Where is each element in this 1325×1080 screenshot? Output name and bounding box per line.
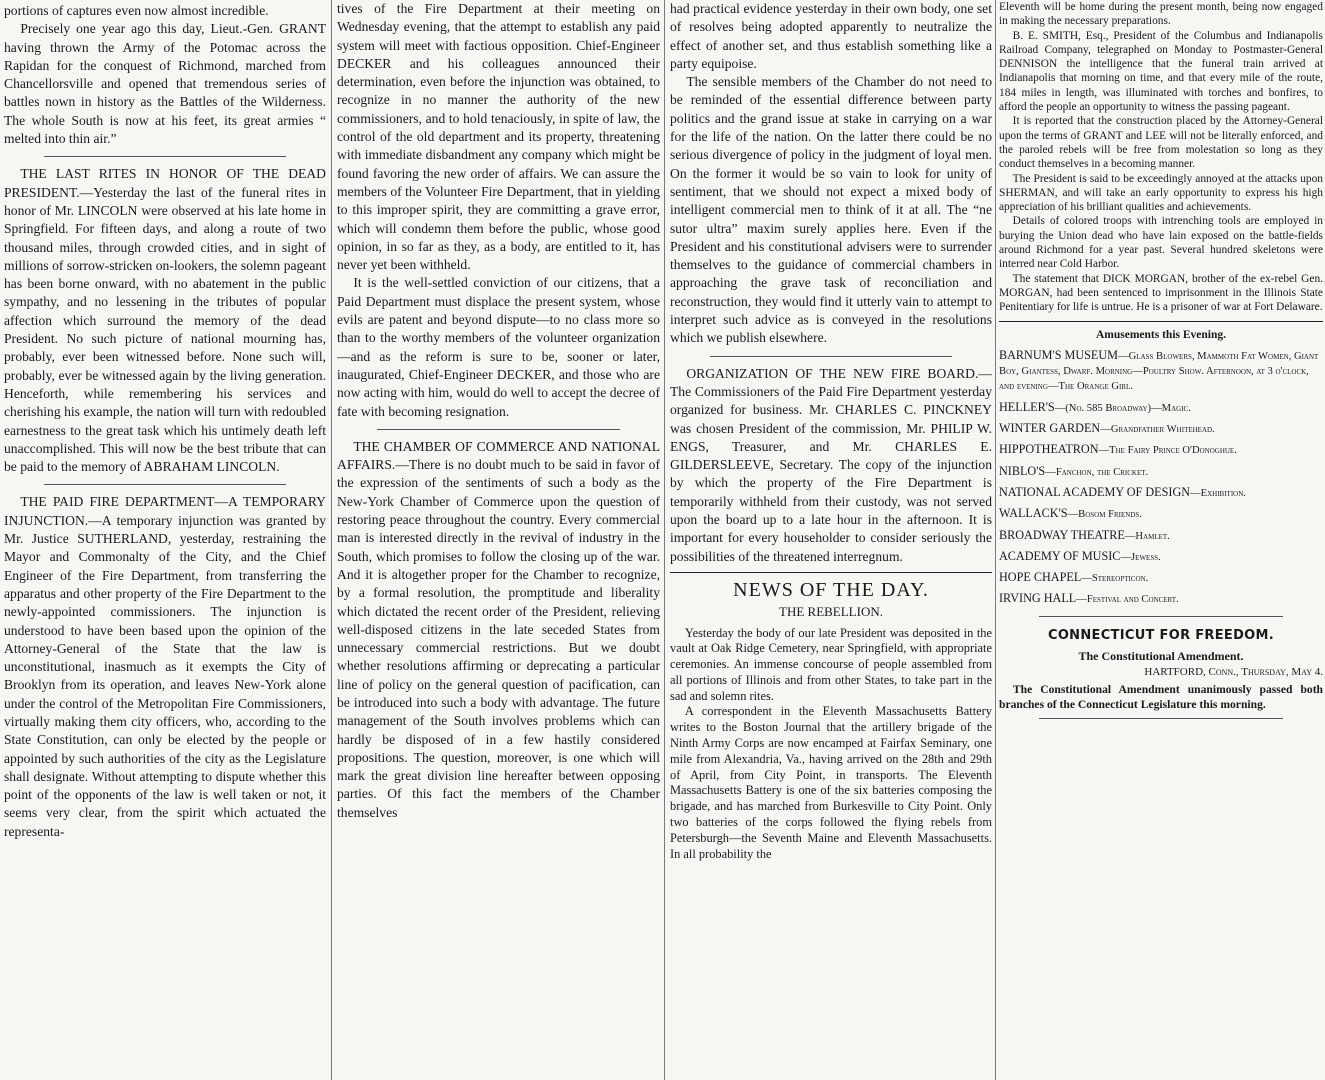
venue-name: ACADEMY OF MUSIC bbox=[999, 548, 1121, 563]
section-subtitle: THE REBELLION. bbox=[779, 604, 883, 620]
venue-name: WALLACK'S bbox=[999, 506, 1068, 521]
amusements-heading: Amusements this Evening. bbox=[1095, 328, 1227, 341]
article-heading: ORGANIZATION OF THE NEW FIRE BOARD. bbox=[686, 365, 979, 381]
venue-name: HELLER'S bbox=[999, 399, 1055, 414]
amusement-listing bbox=[999, 442, 1323, 458]
venue-program: —Grandfather Whitehead. bbox=[1100, 424, 1215, 436]
amusement-listing bbox=[999, 506, 1323, 522]
dispatch-subhead: The Constitutional Amendment. bbox=[1078, 648, 1244, 663]
paragraph: Precisely one year ago this day, Lieut.-Gen. GRANT having thrown the Army of the Potomac across the Rapidan for the conquest of Richmond, marched from Chancellorsville and opened that tremendous series of battles nown in history as the Battles of the Wilderness. The whole South is now at his feet, its great armies “ melted into thin air.” bbox=[4, 21, 326, 147]
amusement-listing bbox=[999, 464, 1323, 480]
paragraph: The President is said to be exceedingly annoyed at the attacks upon SHERMAN, and will take an early opportunity to express his high appreciation of his brilliant qualities and achievements. bbox=[999, 172, 1323, 214]
amusement-listing bbox=[999, 400, 1323, 416]
venue-name: HOPE CHAPEL bbox=[999, 570, 1082, 585]
article-body: —The Commissioners of the Paid Fire Department yesterday organized for business. Mr. CHARLES C. PINCKNEY was chosen President of the commission, Mr. PHILIP W. ENGS, Treasurer, and Mr. CHARLES E. GILDERSLEEVE, Secretary. The copy of the injunction by which the property of the Fire Department is temporarily withheld from their custody, was not served upon the board up to a late hour in the afternoon. It is important for every householder to consider seriously the possibilities of the threatened interregnum. bbox=[670, 365, 992, 564]
column-3 bbox=[670, 0, 992, 1080]
column-rule bbox=[664, 0, 665, 1080]
divider bbox=[44, 156, 286, 157]
venue-program: —Stereopticon. bbox=[1081, 573, 1149, 585]
venue-program: —Exhibition. bbox=[1190, 487, 1246, 499]
column-rule bbox=[995, 0, 996, 1080]
amusement-listing bbox=[999, 570, 1323, 586]
paragraph: portions of captures even now almost incredible. bbox=[4, 3, 269, 18]
amusement-listing bbox=[999, 421, 1323, 437]
venue-name: IRVING HALL bbox=[999, 591, 1077, 606]
dispatch-headline: CONNECTICUT FOR FREEDOM. bbox=[1047, 627, 1274, 643]
divider bbox=[1039, 718, 1283, 719]
article-chamber-of-commerce bbox=[337, 438, 660, 822]
paragraph: Yesterday the body of our late President was deposited in the vault at Oak Ridge Cemetery, near Springfield, with appropriate ceremonies. An immense concourse of people assembled from all portions of Illinois and from other States, to take part in the sad and solemn rites. bbox=[670, 625, 992, 703]
dispatch-body: The Constitutional Amendment unanimously passed both branches of the Connecticut Legislature this morning. bbox=[999, 682, 1323, 711]
divider bbox=[999, 321, 1323, 322]
venue-program: —Glass Blowers, Mammoth Fat Women, Giant Boy, Giantess, Dwarf. Morning—Poultry Show. Afternoon, at 3 o'clock, and evening—The Orange Girl. bbox=[999, 350, 1319, 393]
venue-program: —Bosom Friends. bbox=[1067, 509, 1142, 521]
divider bbox=[670, 572, 992, 573]
column-1 bbox=[4, 0, 326, 1080]
venue-program: —The Fairy Prince O'Donoghue. bbox=[1098, 445, 1237, 457]
divider bbox=[377, 429, 620, 430]
article-last-rites bbox=[4, 165, 326, 476]
venue-name: WINTER GARDEN bbox=[999, 421, 1101, 436]
venue-name: BROADWAY THEATRE bbox=[999, 527, 1125, 542]
paragraph: had practical evidence yesterday in their own body, one set of resolves being adopted apparently to neutralize the effect of another set, and thus establish something like a party equipoise. bbox=[670, 1, 992, 71]
article-heading: THE LAST RITES IN HONOR OF THE DEAD PRESIDENT. bbox=[4, 166, 326, 200]
paragraph: A correspondent in the Eleventh Massachusetts Battery writes to the Boston Journal that the artillery brigade of the Ninth Army Corps are now encamped at Fairfax Seminary, one mile from Alexandria, Va., having arrived on the 28th and 29th of April, from City Point, in transports. The Eleventh Massachusetts Battery is one of the six batteries composing the brigade, and has marched from Burkesville to City Point. Only two batteries of the corps followed the flying rebels from Petersburgh—the Seventh Maine and Eleventh Massachusetts. In all probability the bbox=[670, 704, 992, 861]
amusement-listing bbox=[999, 485, 1323, 501]
venue-name: NIBLO'S bbox=[999, 463, 1046, 478]
divider bbox=[1039, 616, 1283, 617]
article-heading: THE PAID FIRE DEPARTMENT—A TEMPORARY INJUNCTION. bbox=[4, 494, 326, 528]
paragraph: It is the well-settled conviction of our citizens, that a Paid Department must displace the present system, whose evils are patent and beyond dispute—to no class more so than to the worthy members of the volunteer organization—and as the reform is sure to be, sooner or later, inaugurated, Chief-Engineer DECKER, and those who are now acting with him, would do well to accept the decree of fate with becoming resignation. bbox=[337, 275, 660, 419]
paragraph: The sensible members of the Chamber do not need to be reminded of the essential difference between party politics and the grand issue at stake in carrying on a war for the life of the nation. On the latter there could be no serious divergence of policy in the judgment of loyal men. On the former it would be so vain to look for unity of sentiment, that we should not expect a mixed body of intelligent commercial men to think of it at all. The “ne sutor ultra” maxim surely applies here. Even if the President and his constitutional advisers were to surrender themselves to the guidance of commercial chambers in approaching the grave task of reconciliation and reconstruction, they would find it utterly vain to attempt to interpret such advice as is conveyed in the resolutions which we publish elsewhere. bbox=[670, 74, 992, 346]
divider bbox=[44, 484, 286, 485]
article-heading: THE CHAMBER OF COMMERCE AND NATIONAL AFFAIRS. bbox=[337, 438, 660, 473]
venue-name: NATIONAL ACADEMY OF DESIGN bbox=[999, 484, 1191, 499]
venue-program: —(No. 585 Broadway)—Magic. bbox=[1054, 402, 1191, 414]
venue-program: —Hamlet. bbox=[1124, 530, 1170, 542]
amusement-listing bbox=[999, 348, 1323, 395]
venue-program: —Fanchon, the Cricket. bbox=[1045, 466, 1149, 478]
article-body: —A temporary injunction was granted by Mr. Justice SUTHERLAND, yesterday, restraining the Mayor and Commonalty of the City, and the Chief Engineer of the Fire Department, from transferring the apparatus and other property of the Fire Department to the newly-appointed commissioners. The injunction is understood to have been based upon the opinion of the Attorney-General of the State that the law is unconstitutional, inasmuch as it exempts the City of Brooklyn from its operation, and leaves New-York alone under the control of the Metropolitan Fire Commissioners, virtually making them city officers, who, according to the State Constitution, can only be elected by the people or appointed by such authorities of the city as the Legislature shall designate. Without attempting to dispute whether this point of the opponents of the law is well taken or not, it seems very clear, from the spirit which actuated the representa- bbox=[4, 512, 326, 839]
column-4 bbox=[999, 0, 1323, 1080]
paragraph: It is reported that the construction placed by the Attorney-General upon the terms of GRANT and LEE will not be literally enforced, and the paroled rebels will be free from molestation so long as they conduct themselves in a becoming manner. bbox=[999, 115, 1323, 171]
amusement-listing bbox=[999, 591, 1323, 607]
paragraph: Eleventh will be home during the present month, being now engaged in making the necessary preparations. bbox=[999, 1, 1323, 28]
dispatch-dateline: HARTFORD, Conn., Thursday, May 4. bbox=[1144, 666, 1323, 679]
paragraph: Details of colored troops with intrenching tools are employed in burying the Union dead who have lain exposed on the battle-fields around Richmond for a year past. Several hundred skeletons were interred near Cold Harbor. bbox=[999, 215, 1323, 271]
column-rule bbox=[331, 0, 332, 1080]
paragraph: The statement that DICK MORGAN, brother of the ex-rebel Gen. MORGAN, had been sentenced to imprisonment in the Illinois State Penitentiary for life is untrue. He is a prisoner of war at Fort Delaware. bbox=[999, 272, 1323, 314]
venue-name: BARNUM'S MUSEUM bbox=[999, 347, 1119, 362]
article-paid-fire-department bbox=[4, 493, 326, 841]
article-new-fire-board bbox=[670, 365, 992, 566]
amusement-listing bbox=[999, 528, 1323, 544]
paragraph: B. E. SMITH, Esq., President of the Columbus and Indianapolis Railroad Company, telegraphed on Monday to Postmaster-General DENNISON the intelligence that the funeral train arrived at Indianapolis that morning on time, and that every mile of the route, 184 miles in length, was illuminated with torches and bonfires, to afford the people an opportunity to witness the passing pageant. bbox=[999, 29, 1323, 114]
paragraph: tives of the Fire Department at their meeting on Wednesday evening, that the attempt to establish any paid system will meet with factious opposition. Chief-Engineer DECKER and his colleagues announced their determination, even before the injunction was obtained, to recognize in no manner the authority of the new commissioners, and to hold tenaciously, in spite of law, the control of the old department and its property, threatening with immediate disbandment any company which might be found favoring the new order of affairs. We can assure the members of the Volunteer Fire Department, that in yielding to this improper spirit, they are committing a grave error, which will condemn them before the public, whose good opinion, in so far as they, as a body, are entitled to it, has never yet been withheld. bbox=[337, 1, 660, 273]
amusement-listing bbox=[999, 549, 1323, 565]
venue-program: —Jewess. bbox=[1120, 551, 1161, 563]
venue-program: —Festival and Concert. bbox=[1076, 594, 1179, 606]
section-title: NEWS OF THE DAY. bbox=[733, 578, 929, 601]
venue-name: HIPPOTHEATRON bbox=[999, 442, 1099, 457]
article-body: —There is no doubt much to be said in favor of the expression of the sentiments of such a body as the New-York Chamber of Commerce upon the question of restoring peace throughout the country. Every commercial man is interested directly in the revival of industry in the South, which promises to follow the closing up of the war. And it is altogether proper for the Chamber to recognize, by a formal resolution, the promptitude and liberality which dictated the recent order of the President, relieving well-disposed citizens in the late seceded States from unnecessary commercial restrictions. But we doubt whether resolutions affirming or deprecating a particular line of policy on the general question of pacification, can be introduced into such a body with advantage. The future management of the South involves problems which can hardly be disposed of in a few hastily considered propositions. The question, moreover, is one which will mark the great division line hereafter between opposing parties. Of this fact the members of the Chamber themselves bbox=[337, 457, 660, 820]
column-2 bbox=[337, 0, 660, 1080]
article-body: —Yesterday the last of the funeral rites in honor of Mr. LINCOLN were observed at his late home in Springfield. For fifteen days, and along a route of two thousand miles, through crowded cities, and in sight of millions of sorrow-stricken on-lookers, the solemn pageant has been borne onward, with no abatement in the public sympathy, and no lessening in the tributes of popular affection which surround the memory of the dead President. No such picture of national mourning has, probably, ever been witnessed before. None such will, probably, ever be witnessed again by the living generation. Henceforth, while remembering his services and cherishing his example, the nation will turn with redoubled earnestness to the great task which his untimely death left unaccomplished. This will now be the best tribute that can be paid to the memory of ABRAHAM LINCOLN. bbox=[4, 184, 326, 475]
divider bbox=[710, 356, 952, 357]
